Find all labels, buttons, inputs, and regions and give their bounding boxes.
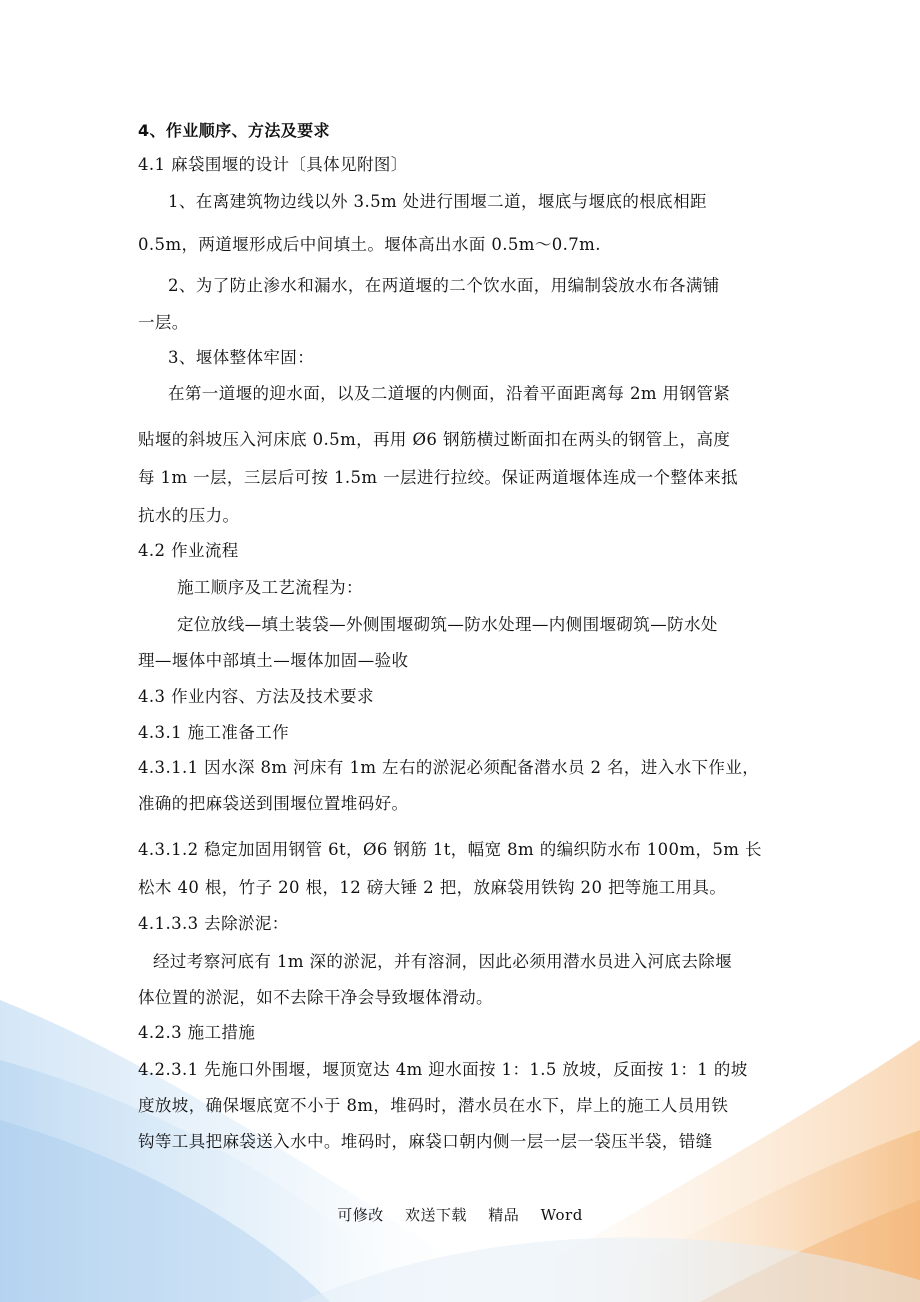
paragraph-line: 施工顺序及工艺流程为： xyxy=(177,578,363,597)
paragraph-line: 抗水的压力。 xyxy=(138,506,240,525)
paragraph-line: 3、堰体整体牢固： xyxy=(168,348,315,367)
paragraph-line: 在第一道堰的迎水面，以及二道堰的内侧面，沿着平面距离每 2m 用钢管紧 xyxy=(168,384,731,403)
paragraph-line: 松木 40 根，竹子 20 根，12 磅大锤 2 把，放麻袋用铁钩 20 把等施工用具。 xyxy=(138,878,727,897)
paragraph-line: 定位放线—填土装袋—外侧围堰砌筑—防水处理—内侧围堰砌筑—防水处 xyxy=(177,615,718,634)
footer-download: 欢送下载 xyxy=(405,1206,468,1224)
paragraph-line: 体位置的淤泥，如不去除干净会导致堰体滑动。 xyxy=(138,988,493,1007)
subsection-title: 4.2.3 施工措施 xyxy=(138,1023,256,1042)
footer-quality: 精品 xyxy=(488,1206,520,1224)
paragraph-line: 1、在离建筑物边线以外 3.5m 处进行围堰二道，堰底与堰底的根底相距 xyxy=(168,192,707,211)
paragraph-line: 理—堰体中部填土—堰体加固—验收 xyxy=(138,651,409,670)
subsection-title: 4.3.1 施工准备工作 xyxy=(138,723,290,742)
section-heading: 4、作业顺序、方法及要求 xyxy=(138,121,330,140)
footer-word: Word xyxy=(540,1206,583,1224)
subsection-title: 4.3 作业内容、方法及技术要求 xyxy=(138,687,374,706)
paragraph-line: 度放坡，确保堰底宽不小于 8m，堆码时，潜水员在水下，岸上的施工人员用铁 xyxy=(138,1096,729,1115)
subsection-title: 4.1.3.3 去除淤泥： xyxy=(138,914,289,933)
paragraph-line: 经过考察河底有 1m 深的淤泥，并有溶洞，因此必须用潜水员进入河底去除堰 xyxy=(153,952,733,971)
page-footer xyxy=(0,1204,920,1225)
paragraph-line: 2、为了防止渗水和漏水，在两道堰的二个饮水面，用编制袋放水布各满铺 xyxy=(168,276,720,295)
paragraph-line: 钩等工具把麻袋送入水中。堆码时，麻袋口朝内侧一层一层一袋压半袋，错缝 xyxy=(138,1132,713,1151)
paragraph-line: 4.2.3.1 先施口外围堰，堰顶宽达 4m 迎水面按 1：1.5 放坡，反面按 1：1 的坡 xyxy=(138,1060,748,1079)
subsection-title: 4.2 作业流程 xyxy=(138,541,239,560)
paragraph-line: 每 1m 一层，三层后可按 1.5m 一层进行拉绞。保证两道堰体连成一个整体来抵 xyxy=(138,468,739,487)
paragraph-line: 0.5m，两道堰形成后中间填土。堰体高出水面 0.5m～0.7m. xyxy=(138,235,601,254)
paragraph-line: 4.1 麻袋围堰的设计〔具体见附图〕 xyxy=(138,155,408,174)
footer-editable: 可修改 xyxy=(337,1206,384,1224)
paragraph-line: 准确的把麻袋送到围堰位置堆码好。 xyxy=(138,794,409,813)
paragraph-line: 4.3.1.2 稳定加固用钢管 6t，Ø6 钢筋 1t，幅宽 8m 的编织防水布 100m，5m 长 xyxy=(138,840,762,859)
paragraph-line: 一层。 xyxy=(138,313,189,332)
paragraph-line: 贴堰的斜坡压入河床底 0.5m，再用 Ø6 钢筋横过断面扣在两头的钢管上，高度 xyxy=(138,430,731,449)
paragraph-line: 4.3.1.1 因水深 8m 河床有 1m 左右的淤泥必须配备潜水员 2 名，进入水下作业， xyxy=(138,758,760,777)
